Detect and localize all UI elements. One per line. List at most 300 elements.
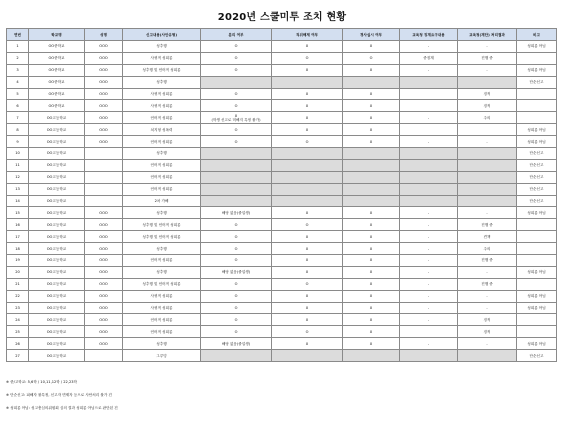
table-cell: 5 (7, 88, 29, 100)
table-cell: X (343, 278, 400, 290)
table-cell: 성희롱 아님 (517, 290, 557, 302)
table-cell (400, 183, 458, 195)
table-cell: 단순신고 (517, 159, 557, 171)
table-cell: X (343, 302, 400, 314)
table-cell (343, 183, 400, 195)
footnote-simple-report: ※ 단순신고: 피해자 불특정, 신고자 면제자 등으로 사안처리 불가 건 (6, 393, 112, 397)
table-cell: OO고등학교 (29, 207, 85, 219)
table-cell: OOO (85, 52, 123, 64)
table-cell (272, 159, 343, 171)
table-cell: 3 (7, 64, 29, 76)
table-cell: 8 (7, 124, 29, 136)
table-cell: 9 (7, 136, 29, 148)
table-cell (85, 183, 123, 195)
table-cell (85, 159, 123, 171)
table-cell (458, 159, 517, 171)
table-cell: 27 (7, 350, 29, 362)
table-cell: O (201, 64, 272, 76)
table-cell: O (201, 88, 272, 100)
table-cell (458, 171, 517, 183)
header-row (7, 29, 557, 41)
footnote-not-harassment: ※ 성희롱 아님: 성고충심의위원회 심의 결과 성희롱 아님으로 판단된 건 (6, 406, 118, 410)
table-cell: 4 (7, 76, 29, 88)
table-cell: X (343, 290, 400, 302)
table-cell: 18 (7, 243, 29, 255)
table-cell: - (400, 231, 458, 243)
table-cell: OO고등학교 (29, 243, 85, 255)
table-row (7, 136, 557, 148)
table-cell: 성추행 및 언어적 성희롱 (123, 64, 201, 76)
table-cell (201, 159, 272, 171)
column-header: 비고 (517, 29, 557, 41)
table-cell: X (343, 112, 400, 124)
table-cell (517, 278, 557, 290)
table-cell: OO고등학교 (29, 290, 85, 302)
table-cell (458, 124, 517, 136)
table-cell: X (343, 88, 400, 100)
table-cell: OO고등학교 (29, 278, 85, 290)
table-cell: X (272, 64, 343, 76)
table-cell: 성추행 (123, 243, 201, 255)
table-cell: - (400, 243, 458, 255)
table-cell: 23 (7, 302, 29, 314)
page-title: 2020년 스쿨미투 조치 현황 (217, 12, 347, 23)
table-cell: OO중학교 (29, 41, 85, 53)
table-cell (272, 350, 343, 362)
table-cell: 징직 (458, 100, 517, 112)
table-cell: X (343, 314, 400, 326)
table-cell: X (272, 302, 343, 314)
table-row (7, 231, 557, 243)
column-header: 연번 (7, 29, 29, 41)
table-cell: 16 (7, 219, 29, 231)
table-cell (517, 231, 557, 243)
table-cell: X (343, 338, 400, 350)
table-cell: OO고등학교 (29, 314, 85, 326)
table-cell: 성희롱 아님 (517, 302, 557, 314)
table-cell: X (343, 136, 400, 148)
table-cell: - (458, 136, 517, 148)
table-cell: OO고등학교 (29, 338, 85, 350)
table-cell: - (400, 290, 458, 302)
table-cell (343, 159, 400, 171)
table-cell: O (201, 290, 272, 302)
table-cell: X (343, 41, 400, 53)
table-cell (517, 88, 557, 100)
table-cell: 사귀적 성희롱 (123, 88, 201, 100)
table-cell (343, 76, 400, 88)
separation-value: X (234, 113, 238, 118)
table-cell: X (343, 124, 400, 136)
table-cell: 징직 (458, 326, 517, 338)
footnote-schools: ※ 중/고학교: 5,6학 / 10,11,12학 / 22,23학 (6, 380, 78, 384)
table-cell (400, 148, 458, 160)
table-cell: 사귀적 성희롱 (123, 52, 201, 64)
table-cell: 단순신고 (517, 350, 557, 362)
table-cell: 언어적 성희롱 (123, 183, 201, 195)
table-cell (458, 195, 517, 207)
table-cell (343, 148, 400, 160)
table-cell: 사귀적 성희롱 (123, 290, 201, 302)
footnotes (6, 380, 556, 419)
table-cell: 성추행 (123, 266, 201, 278)
table-cell: 성추행 (123, 207, 201, 219)
table-cell: X (343, 219, 400, 231)
table-cell: OO고등학교 (29, 183, 85, 195)
table-row (7, 314, 557, 326)
table-cell: OO중학교 (29, 52, 85, 64)
table-cell: OOO (85, 64, 123, 76)
table-cell: - (458, 266, 517, 278)
table-cell: O (201, 136, 272, 148)
table-cell: 17 (7, 231, 29, 243)
table-row (7, 88, 557, 100)
table-cell: 진행 중 (458, 255, 517, 267)
column-header: 경사실시 여부 (343, 29, 400, 41)
table-cell: 언어적 성희롱 (123, 255, 201, 267)
table-cell: OO고등학교 (29, 350, 85, 362)
table-cell (201, 112, 272, 124)
table-row (7, 171, 557, 183)
table-cell: 징직 (458, 88, 517, 100)
table-cell (343, 171, 400, 183)
table-row (7, 207, 557, 219)
table-cell: O (272, 52, 343, 64)
table-row (7, 41, 557, 53)
table-cell: OO고등학교 (29, 112, 85, 124)
table-cell: - (458, 290, 517, 302)
table-cell (201, 195, 272, 207)
table-cell: O (272, 219, 343, 231)
table-cell: 중징계 (400, 52, 458, 64)
table-cell: OO고등학교 (29, 326, 85, 338)
table-cell: OOO (85, 314, 123, 326)
column-header: 학교명 (29, 29, 85, 41)
table-cell: OOO (85, 302, 123, 314)
table-cell: 성희롱 아님 (517, 124, 557, 136)
table-cell: OO중학교 (29, 76, 85, 88)
table-cell: X (272, 88, 343, 100)
table-cell: OO고등학교 (29, 195, 85, 207)
table-cell: 성희롱 아님 (517, 207, 557, 219)
table-cell (517, 326, 557, 338)
table-cell: O (343, 52, 400, 64)
table-cell (517, 112, 557, 124)
table-cell: 해당 없음(졸업생) (201, 207, 272, 219)
table-cell: X (272, 255, 343, 267)
table-cell: O (201, 326, 272, 338)
table-cell: - (400, 278, 458, 290)
table-cell: X (343, 231, 400, 243)
table-cell: - (400, 207, 458, 219)
table-cell: - (400, 112, 458, 124)
table-cell: 언어적 성희롱 (123, 112, 201, 124)
table-cell: 1 (7, 41, 29, 53)
table-cell: 22 (7, 290, 29, 302)
table-cell (400, 326, 458, 338)
table-cell: X (343, 326, 400, 338)
table-cell: OOO (85, 124, 123, 136)
table-cell: OO고등학교 (29, 302, 85, 314)
table-row (7, 52, 557, 64)
table-cell (85, 148, 123, 160)
table-cell: OOO (85, 338, 123, 350)
table-cell (517, 100, 557, 112)
table-cell (343, 350, 400, 362)
table-cell: - (458, 302, 517, 314)
table-cell: 단순신고 (517, 76, 557, 88)
table-cell: 진행 중 (458, 52, 517, 64)
table-cell (272, 183, 343, 195)
table-cell: 2 (7, 52, 29, 64)
table-row (7, 124, 557, 136)
table-cell: O (201, 219, 272, 231)
column-header: 신고내용(사안유형) (123, 29, 201, 41)
table-cell (400, 88, 458, 100)
table-cell: 성희롱 아님 (517, 266, 557, 278)
table-cell: 진행 중 (458, 219, 517, 231)
table-cell: 24 (7, 314, 29, 326)
table-cell: X (343, 255, 400, 267)
table-cell (201, 76, 272, 88)
table-cell: 징직 (458, 314, 517, 326)
table-cell: 단순신고 (517, 148, 557, 160)
table-row (7, 64, 557, 76)
table-cell (343, 195, 400, 207)
table-cell: X (272, 112, 343, 124)
table-cell: 20 (7, 266, 29, 278)
table-cell: - (400, 41, 458, 53)
table-cell: 견책 (458, 231, 517, 243)
table-row (7, 266, 557, 278)
table-cell: 언어적 성희롱 (123, 314, 201, 326)
table-cell: 성희롱 아님 (517, 41, 557, 53)
table-cell: OOO (85, 112, 123, 124)
table-cell: 12 (7, 171, 29, 183)
table-cell: 언어적 성희롱 (123, 159, 201, 171)
table-cell: 성추행 및 언어적 성희롱 (123, 278, 201, 290)
table-row (7, 338, 557, 350)
table-cell: OO고등학교 (29, 219, 85, 231)
table-cell: O (272, 326, 343, 338)
table-cell: 단순신고 (517, 171, 557, 183)
table-cell: OOO (85, 278, 123, 290)
table-cell: 사귀적 성희롱 (123, 302, 201, 314)
column-header: 교육청(재단) 처리결과 (458, 29, 517, 41)
table-cell: O (201, 124, 272, 136)
table-cell: 주의 (458, 243, 517, 255)
table-row (7, 255, 557, 267)
table-cell: O (201, 52, 272, 64)
table-cell: 6 (7, 100, 29, 112)
table-cell (400, 350, 458, 362)
table-cell (201, 171, 272, 183)
table-cell: 7 (7, 112, 29, 124)
table-cell (517, 243, 557, 255)
table-cell: X (272, 314, 343, 326)
measures-table (6, 28, 557, 362)
table-cell: X (343, 243, 400, 255)
table-cell: OO고등학교 (29, 159, 85, 171)
table-row (7, 159, 557, 171)
table-cell: OO고등학교 (29, 231, 85, 243)
table-cell: OOO (85, 290, 123, 302)
table-cell (517, 314, 557, 326)
table-cell: OO고등학교 (29, 124, 85, 136)
table-cell: X (272, 41, 343, 53)
table-cell: OOO (85, 231, 123, 243)
table-cell: OOO (85, 266, 123, 278)
table-cell: 11 (7, 159, 29, 171)
table-cell: 해당 없음(졸업생) (201, 338, 272, 350)
table-cell: 성추행 (123, 148, 201, 160)
table-cell (272, 171, 343, 183)
table-cell: O (201, 41, 272, 53)
table-cell: OO고등학교 (29, 266, 85, 278)
table-cell: X (272, 290, 343, 302)
table-cell: 성추행 (123, 41, 201, 53)
table-cell: OO고등학교 (29, 171, 85, 183)
table-cell: OO고등학교 (29, 255, 85, 267)
table-cell (458, 350, 517, 362)
table-cell: - (400, 302, 458, 314)
table-cell: X (272, 124, 343, 136)
table-cell: 성희롱 아님 (517, 338, 557, 350)
table-cell: 주의 (458, 112, 517, 124)
table-cell: 15 (7, 207, 29, 219)
table-cell: O (201, 243, 272, 255)
table-row (7, 195, 557, 207)
table-cell: 25 (7, 326, 29, 338)
table-cell: OOO (85, 41, 123, 53)
table-cell: - (458, 64, 517, 76)
table-cell: O (201, 302, 272, 314)
column-header: 성명 (85, 29, 123, 41)
table-cell (400, 100, 458, 112)
table-cell: 단순신고 (517, 195, 557, 207)
table-cell: O (272, 136, 343, 148)
table-row (7, 326, 557, 338)
table-cell: X (343, 100, 400, 112)
table-row (7, 219, 557, 231)
table-cell: X (272, 266, 343, 278)
table-row (7, 290, 557, 302)
table-cell (201, 350, 272, 362)
table-cell: O (272, 278, 343, 290)
table-cell: 사귀적 성희롱 (123, 100, 201, 112)
table-cell: 해당 없음(졸업생) (201, 266, 272, 278)
table-cell: OO고등학교 (29, 136, 85, 148)
table-cell: - (400, 338, 458, 350)
table-cell: 진행 중 (458, 278, 517, 290)
table-row (7, 100, 557, 112)
table-cell: X (343, 64, 400, 76)
table-cell: 성추행 및 언어적 성희롱 (123, 219, 201, 231)
table-cell: O (201, 231, 272, 243)
table-cell: 단순신고 (517, 183, 557, 195)
table-cell (400, 124, 458, 136)
table-cell (272, 148, 343, 160)
table-row (7, 183, 557, 195)
table-cell: 그루밍 (123, 350, 201, 362)
table-cell: OOO (85, 326, 123, 338)
table-cell (85, 171, 123, 183)
table-row (7, 112, 557, 124)
table-cell (85, 195, 123, 207)
table-cell (517, 219, 557, 231)
table-cell (517, 52, 557, 64)
table-cell: - (400, 219, 458, 231)
table-cell (458, 183, 517, 195)
column-header: 분리 여부 (201, 29, 272, 41)
table-cell: OOO (85, 255, 123, 267)
table-cell: 성추행 및 언어적 성희롱 (123, 231, 201, 243)
table-cell (458, 148, 517, 160)
table-cell: 언어적 성희롱 (123, 326, 201, 338)
table-cell: 성희롱 아님 (517, 64, 557, 76)
table-cell: 14 (7, 195, 29, 207)
row-note: (학생 신고로 미해지 특정 불가) (211, 117, 261, 122)
table-cell: O (201, 278, 272, 290)
table-row (7, 148, 557, 160)
table-cell: X (343, 207, 400, 219)
table-cell (400, 195, 458, 207)
table-cell: OOO (85, 88, 123, 100)
table-cell: 13 (7, 183, 29, 195)
table-cell: - (400, 136, 458, 148)
table-cell: 19 (7, 255, 29, 267)
table-cell: OOO (85, 207, 123, 219)
table-cell: OOO (85, 100, 123, 112)
table-cell: 언어적 성희롱 (123, 171, 201, 183)
table-cell (85, 350, 123, 362)
table-row (7, 278, 557, 290)
table-row (7, 243, 557, 255)
table-cell: 26 (7, 338, 29, 350)
table-cell: X (272, 207, 343, 219)
table-cell: 2차 가해 (123, 195, 201, 207)
table-cell: - (458, 207, 517, 219)
column-header: 직위해제 여부 (272, 29, 343, 41)
table-row (7, 302, 557, 314)
table-cell (400, 76, 458, 88)
table-cell (272, 76, 343, 88)
table-cell (272, 195, 343, 207)
table-cell: OOO (85, 243, 123, 255)
table-cell: 성희롱 아님 (517, 136, 557, 148)
table-cell: OOO (85, 136, 123, 148)
table-cell: OOO (85, 219, 123, 231)
table-cell: X (272, 231, 343, 243)
table-cell (201, 148, 272, 160)
column-header: 교육청 징계요구내용 (400, 29, 458, 41)
table-cell: 성추행 (123, 76, 201, 88)
table-cell: - (400, 255, 458, 267)
table-cell: 언어적 성희롱 (123, 136, 201, 148)
table-cell: - (458, 338, 517, 350)
table-cell: X (272, 100, 343, 112)
table-cell: X (343, 266, 400, 278)
table-cell: 치지형 성폭력 (123, 124, 201, 136)
table-cell: 성추행 (123, 338, 201, 350)
table-row (7, 350, 557, 362)
table-cell: OO중학교 (29, 64, 85, 76)
table-cell: O (201, 100, 272, 112)
table-cell (201, 183, 272, 195)
table-cell (458, 76, 517, 88)
table-cell: - (458, 41, 517, 53)
table-cell: OO중학교 (29, 88, 85, 100)
